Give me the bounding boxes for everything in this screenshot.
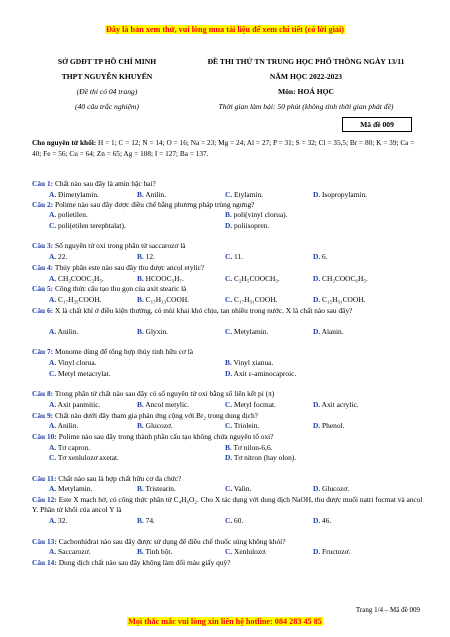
- question-14: [32, 558, 427, 568]
- question-number: Câu 8:: [32, 389, 54, 398]
- answer-option-c[interactable]: [225, 547, 267, 557]
- header-left: [22, 54, 192, 114]
- option-letter: A.: [49, 295, 57, 304]
- answer-options-row: [49, 453, 429, 463]
- page-footer: Trang 1/4 – Mã đề 009: [355, 606, 420, 614]
- header-right: [175, 54, 437, 114]
- question-text: Polime nào sau đây được điều chế bằng phương pháp trùng ngưng?: [53, 200, 255, 209]
- answer-options-row: [49, 369, 429, 379]
- answer-options-row: [49, 547, 429, 557]
- option-text: C₁₅H₃₁COOH.: [322, 295, 366, 304]
- answer-option-c[interactable]: [49, 453, 119, 463]
- answer-option-d[interactable]: [225, 369, 296, 379]
- option-text: Axit panmitic.: [57, 400, 101, 409]
- answer-option-c[interactable]: [225, 516, 243, 526]
- option-text: Saccarozơ.: [58, 547, 91, 556]
- question-text: Chất nào dưới đây tham gia phản ứng cộng với Br₂ trong dung dịch?: [53, 411, 258, 420]
- option-letter: B.: [225, 443, 232, 452]
- option-letter: B.: [137, 547, 144, 556]
- question-number: Câu 14:: [32, 558, 57, 567]
- answer-options-row: [49, 421, 429, 431]
- question-number: Câu 11:: [32, 474, 57, 483]
- option-letter: C.: [225, 274, 233, 283]
- option-text: C₂H₅COOCH₃.: [234, 274, 280, 283]
- question-5: [32, 284, 427, 294]
- option-letter: C.: [225, 400, 233, 409]
- option-text: 60.: [234, 516, 244, 525]
- option-text: Isopropylamin.: [322, 190, 368, 199]
- option-text: Glucozơ.: [322, 484, 350, 493]
- option-letter: A.: [49, 443, 57, 452]
- option-letter: D.: [313, 252, 321, 261]
- option-letter: C.: [49, 221, 57, 230]
- option-text: Anilin.: [145, 190, 166, 199]
- question-number: Câu 12:: [32, 495, 57, 504]
- option-letter: C.: [225, 252, 233, 261]
- option-letter: B.: [137, 274, 144, 283]
- question-1: [32, 179, 427, 189]
- answer-option-b[interactable]: [137, 547, 172, 557]
- answer-option-a[interactable]: [49, 358, 96, 368]
- answer-options-row: [49, 516, 429, 526]
- answer-option-a[interactable]: [49, 421, 78, 431]
- option-letter: C.: [225, 327, 233, 336]
- option-text: Anilin.: [57, 421, 79, 430]
- question-count-note: (40 câu trắc nghiệm): [75, 102, 139, 111]
- answer-option-a[interactable]: [49, 484, 92, 494]
- answer-option-a[interactable]: [49, 327, 78, 337]
- question-9: [32, 411, 427, 421]
- option-letter: B.: [137, 400, 144, 409]
- option-text: Triolein.: [233, 421, 260, 430]
- answer-option-a[interactable]: [49, 274, 104, 284]
- option-text: C₁₇H₃₃COOH.: [145, 295, 190, 304]
- question-11: [32, 474, 427, 484]
- question-number: Câu 6:: [32, 306, 54, 315]
- question-3: [32, 241, 427, 251]
- answer-options-row: [49, 443, 429, 453]
- option-text: Metylamin.: [234, 327, 269, 336]
- option-text: Etylamin.: [234, 190, 263, 199]
- question-number: Câu 9:: [32, 411, 54, 420]
- option-text: C₁₇H₃₅COOH.: [58, 295, 102, 304]
- question-text: Monome dùng để tổng hợp thủy tinh hữu cơ là: [53, 347, 194, 356]
- question-text: Este X mạch hở, có công thức phân tử C₄H₆O₂. Cho X tác dụng với dung dịch NaOH, thu được muối natri focmat và ancol Y. Phân tử khối của ancol Y là: [32, 495, 423, 514]
- answer-option-b[interactable]: [137, 295, 189, 305]
- question-text: Chất nào sau là hợp chất hữu cơ đa chức?: [56, 474, 182, 483]
- answer-option-a[interactable]: [49, 295, 101, 305]
- answer-option-c[interactable]: [225, 484, 251, 494]
- answer-option-b[interactable]: [137, 190, 166, 200]
- question-10: [32, 432, 427, 442]
- school-year: NĂM HỌC 2022-2023: [269, 72, 343, 81]
- option-letter: A.: [49, 400, 57, 409]
- option-letter: D.: [313, 421, 321, 430]
- answer-option-b[interactable]: [225, 210, 287, 220]
- option-text: Metyl metacrylat.: [58, 369, 111, 378]
- answer-option-c[interactable]: [225, 274, 280, 284]
- option-letter: B.: [137, 190, 144, 199]
- option-letter: A.: [49, 190, 57, 199]
- option-letter: A.: [49, 547, 57, 556]
- answer-option-d[interactable]: [313, 190, 367, 200]
- answer-option-b[interactable]: [225, 443, 273, 453]
- answer-option-c[interactable]: [49, 369, 111, 379]
- answer-option-c[interactable]: [225, 295, 277, 305]
- answer-option-b[interactable]: [137, 274, 184, 284]
- option-letter: D.: [313, 274, 321, 283]
- page-count-note: (Đề thi có 04 trang): [76, 87, 138, 96]
- question-number: Câu 4:: [32, 263, 54, 272]
- answer-option-a[interactable]: [49, 547, 90, 557]
- answer-option-d[interactable]: [313, 421, 344, 431]
- option-text: Vinyl clorua.: [57, 358, 97, 367]
- option-text: 11.: [234, 252, 244, 261]
- option-letter: D.: [225, 221, 233, 230]
- option-text: Anilin.: [57, 327, 79, 336]
- exam-title: ĐỀ THI THỬ TN TRUNG HỌC PHỔ THÔNG NGÀY 13/11: [207, 57, 405, 66]
- answer-options-row: [49, 210, 429, 220]
- option-text: CH₃COOC₂H₅.: [58, 274, 104, 283]
- answer-options-row: [49, 221, 429, 231]
- option-text: Glucozơ.: [145, 421, 173, 430]
- option-letter: C.: [225, 190, 233, 199]
- question-text: Số nguyên tử oxi trong phân tử saccarozơ là: [53, 241, 186, 250]
- option-letter: B.: [137, 327, 144, 336]
- option-letter: A.: [49, 210, 57, 219]
- option-letter: B.: [225, 358, 232, 367]
- option-letter: C.: [225, 421, 233, 430]
- answer-options-row: [49, 274, 429, 284]
- option-text: poli(etilen terephtalat).: [58, 221, 126, 230]
- option-letter: A.: [49, 421, 57, 430]
- question-text: Công thức cấu tạo thu gọn của axit stearic là: [53, 284, 187, 293]
- preview-banner-text: Đây là bản xem thử, vui lòng mua tài liệu để xem chi tiết (có lời giải): [105, 25, 344, 34]
- option-text: Tơ nitron (hay olon).: [233, 453, 297, 462]
- answer-option-d[interactable]: [313, 547, 350, 557]
- answer-option-d[interactable]: [313, 516, 331, 526]
- question-text: Polime nào sau đây trong thành phần cấu tạo không chứa nguyên tố oxi?: [56, 432, 274, 441]
- option-text: Axit acrylic.: [321, 400, 359, 409]
- answer-options-row: [49, 295, 429, 305]
- option-letter: B.: [137, 295, 144, 304]
- option-letter: B.: [137, 516, 144, 525]
- question-text: Trong phân tử chất nào sau đây có số nguyên tử oxi bằng số liên kết pi (π): [53, 389, 275, 398]
- answer-option-c[interactable]: [49, 221, 126, 231]
- answer-option-c[interactable]: [225, 252, 243, 262]
- answer-option-c[interactable]: [225, 327, 268, 337]
- option-letter: A.: [49, 516, 57, 525]
- option-text: 6.: [322, 252, 328, 261]
- answer-option-c[interactable]: [225, 190, 263, 200]
- option-letter: A.: [49, 327, 57, 336]
- answer-option-a[interactable]: [49, 252, 67, 262]
- option-text: Tristearin.: [145, 484, 176, 493]
- option-letter: C.: [225, 516, 233, 525]
- question-number: Câu 13:: [32, 537, 57, 546]
- answer-option-a[interactable]: [49, 400, 100, 410]
- option-letter: B.: [225, 210, 232, 219]
- option-text: Tơ capron.: [57, 443, 91, 452]
- question-number: Câu 5:: [32, 284, 54, 293]
- answer-option-a[interactable]: [49, 190, 99, 200]
- atomic-masses-text: H = 1; C = 12; N = 14; O = 16; Na = 23; Mg = 24; Al = 27; P = 31; S = 32; Cl = 35,5; Br = 80; K = 39; Ca = 40; Fe = 56; Cu = 64; Zn = 65; Ag = 108; I = 127; Ba = 137.: [32, 138, 415, 158]
- option-letter: D.: [313, 484, 321, 493]
- option-text: 74.: [145, 516, 155, 525]
- question-text: Cacbonhiđrat nào sau đây được sử dụng để điều chế thuốc súng không khói?: [56, 537, 286, 546]
- option-text: poli(vinyl clorua).: [233, 210, 288, 219]
- option-letter: A.: [49, 274, 57, 283]
- answer-option-b[interactable]: [137, 400, 189, 410]
- option-letter: D.: [225, 453, 233, 462]
- department-name: SỞ GDĐT TP HỒ CHÍ MINH: [57, 57, 157, 66]
- option-letter: C.: [49, 453, 57, 462]
- option-letter: B.: [137, 484, 144, 493]
- option-letter: D.: [313, 295, 321, 304]
- question-text: Dung dịch chất nào sau đây không làm đổi màu giấy quỳ?: [56, 558, 231, 567]
- option-letter: B.: [137, 252, 144, 261]
- option-text: Xenlulozơ.: [234, 547, 267, 556]
- option-text: HCOOC₃H₇.: [145, 274, 184, 283]
- preview-banner: [0, 25, 450, 34]
- option-letter: A.: [49, 358, 57, 367]
- option-letter: C.: [225, 484, 233, 493]
- question-number: Câu 10:: [32, 432, 57, 441]
- option-letter: A.: [49, 484, 57, 493]
- option-letter: D.: [225, 369, 233, 378]
- exam-code-box: Mã đề 009: [342, 117, 412, 132]
- answer-option-c[interactable]: [225, 421, 259, 431]
- answer-options-row: [49, 327, 429, 337]
- answer-option-d[interactable]: [225, 221, 269, 231]
- answer-option-d[interactable]: [313, 295, 365, 305]
- answer-options-row: [49, 190, 429, 200]
- option-text: Phenol.: [322, 421, 345, 430]
- option-letter: B.: [137, 421, 144, 430]
- option-text: 12.: [145, 252, 155, 261]
- answer-option-a[interactable]: [49, 210, 88, 220]
- subject: Môn: HOÁ HỌC: [277, 87, 335, 96]
- option-text: Valin.: [233, 484, 252, 493]
- answer-option-b[interactable]: [137, 516, 155, 526]
- option-text: C₁₇H₃₁COOH.: [234, 295, 278, 304]
- option-text: Alanin.: [321, 327, 344, 336]
- hotline-banner: [0, 617, 450, 626]
- option-text: Ancol metylic.: [145, 400, 190, 409]
- option-letter: A.: [49, 252, 57, 261]
- answer-option-c[interactable]: [225, 400, 276, 410]
- question-text: X là chất khí ở điều kiện thường, có mùi khai khó chịu, tan nhiều trong nước. X là chất nào sau đây?: [53, 306, 353, 315]
- question-13: [32, 537, 427, 547]
- answer-option-d[interactable]: [313, 252, 328, 262]
- option-letter: D.: [313, 547, 321, 556]
- option-letter: C.: [49, 369, 57, 378]
- option-text: Đimetylamin.: [58, 190, 99, 199]
- option-text: Tơ nilon-6,6.: [233, 443, 273, 452]
- answer-option-b[interactable]: [225, 358, 273, 368]
- question-6: [32, 306, 427, 316]
- question-2: [32, 200, 427, 210]
- option-text: Axit ε-aminocaproic.: [233, 369, 297, 378]
- option-text: polietilen.: [58, 210, 88, 219]
- question-number: Câu 3:: [32, 241, 54, 250]
- option-text: poliisopren.: [234, 221, 270, 230]
- answer-option-b[interactable]: [137, 252, 155, 262]
- answer-option-d[interactable]: [225, 453, 296, 463]
- option-text: CH₃COOC₆H₅.: [322, 274, 368, 283]
- question-number: Câu 7:: [32, 347, 54, 356]
- answer-option-d[interactable]: [313, 484, 349, 494]
- answer-options-row: [49, 484, 429, 494]
- question-text: Thủy phân este nào sau đây thu được ancol etylic?: [53, 263, 205, 272]
- answer-option-d[interactable]: [313, 400, 359, 410]
- option-letter: D.: [313, 190, 321, 199]
- question-4: [32, 263, 427, 273]
- atomic-masses: [32, 138, 424, 159]
- answer-option-b[interactable]: [137, 327, 168, 337]
- answer-option-b[interactable]: [137, 421, 173, 431]
- answer-options-row: [49, 252, 429, 262]
- hotline-banner-text: Mọi thắc mắc vui lòng xin liên hệ hotline: 084 283 45 85: [128, 617, 322, 626]
- option-text: 46.: [322, 516, 332, 525]
- option-text: Tơ xenlulozơ axetat.: [57, 453, 119, 462]
- question-number: Câu 1:: [32, 179, 54, 188]
- answer-option-d[interactable]: [313, 274, 368, 284]
- option-text: Fructozơ.: [322, 547, 351, 556]
- option-text: 22.: [58, 252, 68, 261]
- option-letter: C.: [225, 547, 233, 556]
- answer-option-a[interactable]: [49, 516, 67, 526]
- question-text: Chất nào sau đây là amin bậc hai?: [53, 179, 156, 188]
- option-text: Glyxin.: [145, 327, 169, 336]
- option-letter: C.: [225, 295, 233, 304]
- question-7: [32, 347, 427, 357]
- time-note: Thời gian làm bài: 50 phút (không tính thời gian phát đề): [218, 102, 394, 111]
- option-letter: D.: [313, 400, 321, 409]
- atomic-masses-label: Cho nguyên tử khối:: [32, 138, 97, 147]
- option-letter: D.: [313, 327, 321, 336]
- option-text: 32.: [58, 516, 68, 525]
- option-text: Metylamin.: [58, 484, 93, 493]
- option-text: Tinh bột.: [145, 547, 173, 556]
- option-letter: D.: [313, 516, 321, 525]
- option-text: Metyl focmat.: [234, 400, 276, 409]
- answer-options-row: [49, 400, 429, 410]
- answer-options-row: [49, 358, 429, 368]
- answer-option-d[interactable]: [313, 327, 344, 337]
- question-12: [32, 495, 427, 515]
- school-name: THPT NGUYỄN KHUYẾN: [61, 72, 153, 81]
- question-number: Câu 2:: [32, 200, 54, 209]
- answer-option-b[interactable]: [137, 484, 176, 494]
- question-8: [32, 389, 427, 399]
- option-text: Vinyl xianua.: [233, 358, 274, 367]
- answer-option-a[interactable]: [49, 443, 90, 453]
